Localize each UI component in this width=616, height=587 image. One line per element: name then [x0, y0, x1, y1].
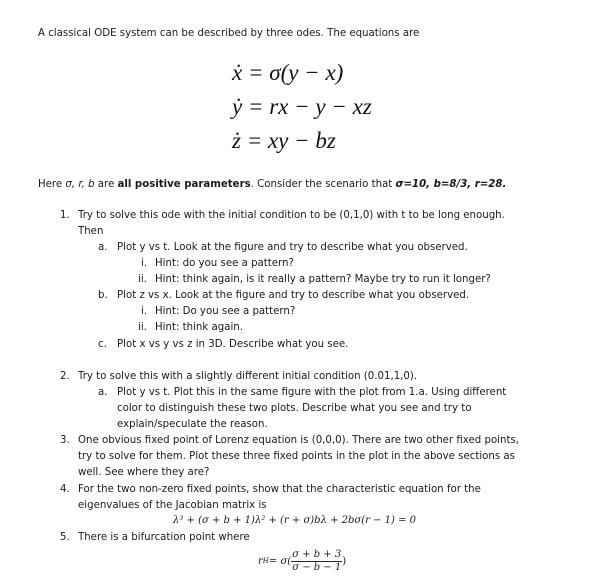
- item-5-text: There is a bifurcation point where: [78, 532, 250, 543]
- item-1a-label: a.: [98, 242, 108, 253]
- bifurcation-formula: r H = σ( $\frac{\sigma + b + 3}{\sigma - b - 1}$ ): [258, 548, 347, 573]
- item-1b-text: Plot z vs x. Look at the figure and try to describe what you observed.: [117, 290, 470, 301]
- item-4-line-1: For the two non-zero fixed points, show that the characteristic equation for the: [78, 484, 481, 495]
- item-3-number: 3.: [60, 435, 70, 446]
- item-5-number: 5.: [60, 532, 70, 543]
- equation-y-dot: ẏ = rx − y − xz: [232, 94, 372, 119]
- item-2a-label: a.: [98, 387, 108, 398]
- item-1b-i-label: i.: [141, 306, 148, 317]
- characteristic-equation: λ³ + (σ + b + 1)λ² + (r + σ)bλ + 2bσ(r − 1) = 0: [173, 515, 417, 526]
- item-1c-label: c.: [98, 339, 107, 350]
- item-1a-i-label: i.: [141, 258, 148, 269]
- item-1b-i-text: Hint: Do you see a pattern?: [155, 306, 296, 317]
- item-1a-ii-label: ii.: [138, 274, 147, 285]
- item-2-number: 2.: [60, 371, 70, 382]
- intro-text: A classical ODE system can be described by three odes. The equations are: [38, 28, 420, 39]
- item-2a-line-2: color to distinguish these two plots. Describe what you see and try to: [117, 403, 472, 414]
- equation-x-dot: ẋ = σ(y − x): [232, 60, 344, 85]
- item-1a-ii-text: Hint: think again, is it really a pattern? Maybe try to run it longer?: [155, 274, 491, 285]
- item-1-line-1: Try to solve this ode with the initial condition to be (0,1,0) with t to be long enough.: [78, 210, 505, 221]
- item-3-line-1: One obvious fixed point of Lorenz equation is (0,0,0). There are two other fixed points,: [78, 435, 520, 446]
- item-3-line-2: try to solve for them. Plot these three fixed points in the plot in the above sections as: [78, 451, 515, 462]
- item-1a-text: Plot y vs t. Look at the figure and try to describe what you observed.: [117, 242, 468, 253]
- item-2a-line-3: explain/speculate the reason.: [117, 419, 268, 430]
- item-2a-line-1: Plot y vs t. Plot this in the same figure with the plot from 1.a. Using different: [117, 387, 507, 398]
- item-1a-i-text: Hint: do you see a pattern?: [155, 258, 294, 269]
- bifurcation-fraction: $\frac{\sigma + b + 3}{\sigma - b - 1}$: [292, 548, 342, 573]
- item-2-text: Try to solve this with a slightly different initial condition (0.01,1,0).: [78, 371, 418, 382]
- item-1-number: 1.: [60, 210, 70, 221]
- item-1c-text: Plot x vs y vs z in 3D. Describe what you see.: [117, 339, 349, 350]
- item-1b-label: b.: [98, 290, 108, 301]
- item-1b-ii-label: ii.: [138, 322, 147, 333]
- item-3-line-3: well. See where they are?: [78, 467, 210, 478]
- equation-z-dot: ż = xy − bz: [232, 128, 336, 153]
- item-4-number: 4.: [60, 484, 70, 495]
- item-1b-ii-text: Hint: think again.: [155, 322, 243, 333]
- item-1-line-2: Then: [78, 226, 104, 237]
- parameters-sentence: Here σ, r, b are all positive parameters. Consider the scenario that σ=10, b=8/3, r=28.: [38, 179, 507, 190]
- item-4-line-2: eigenvalues of the Jacobian matrix is: [78, 500, 267, 511]
